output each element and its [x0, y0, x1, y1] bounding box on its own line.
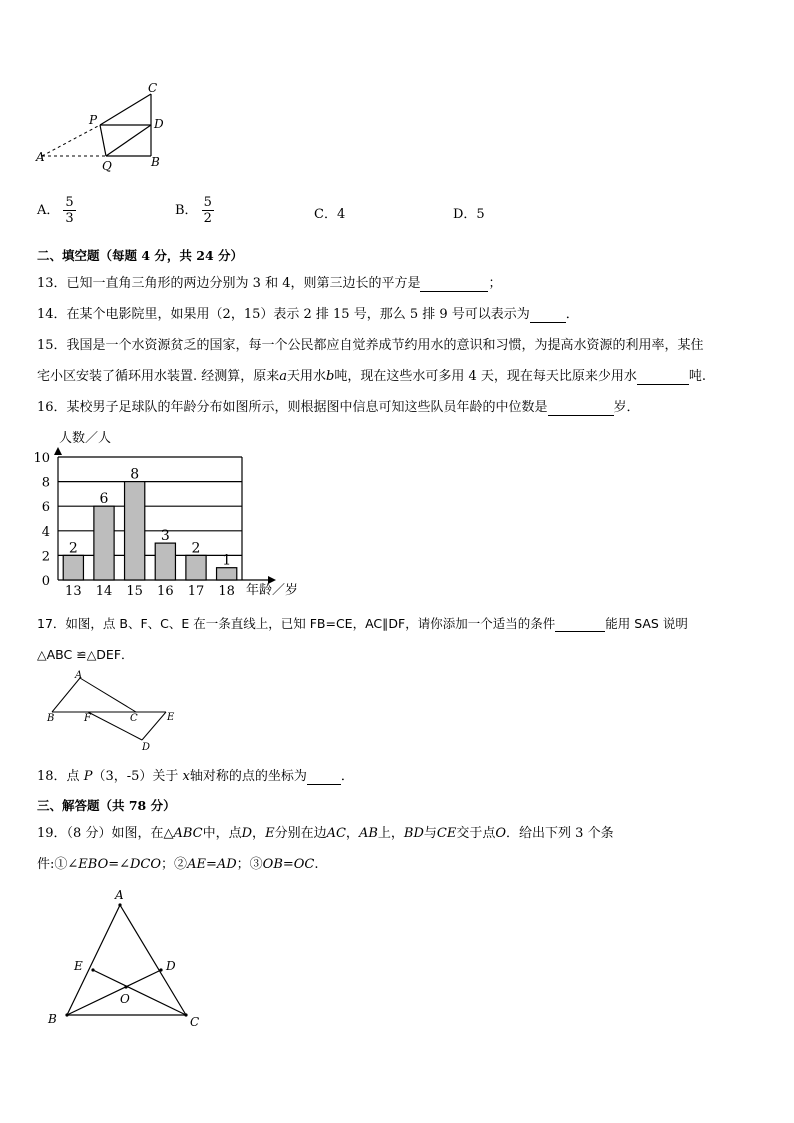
segment-ac	[80, 678, 136, 712]
q14-text: 14．在某个电影院里，如果用（2，15）表示 2 排 15 号，那么 5 排 9 号可以表示为	[37, 307, 530, 322]
q15-answer-blank[interactable]	[637, 369, 689, 385]
q19-comma2: ，	[345, 826, 359, 841]
label-d: D	[166, 959, 176, 973]
point-d	[159, 968, 162, 971]
segment-pq	[100, 125, 106, 156]
segment-pc	[100, 94, 151, 125]
q18-mid: 轴对称的点的坐标为	[189, 769, 307, 784]
q14-after: ．	[565, 307, 579, 322]
figure-q17	[40, 668, 190, 756]
point-b	[65, 1013, 68, 1016]
label-p: P	[89, 113, 98, 127]
label-q: Q	[102, 159, 112, 173]
q15-var-b: b	[326, 369, 335, 384]
y-axis-arrow	[54, 447, 62, 455]
y-tick-label: 0	[41, 574, 50, 589]
figure-q19	[40, 885, 215, 1035]
label-b: B	[47, 713, 55, 724]
q19-end: .	[314, 857, 319, 872]
q19-abc: ABC	[173, 826, 203, 841]
q19-bd: BD	[403, 826, 424, 841]
section-3-heading: 三、解答题（共 78 分）	[37, 798, 176, 813]
q19-ab: AB	[358, 826, 378, 841]
point-o	[124, 985, 127, 988]
x-tick-label: 18	[218, 584, 235, 599]
segment-ab	[52, 678, 80, 712]
q19-ac: AC	[326, 826, 346, 841]
q19-d: D	[241, 826, 253, 841]
option-b-fraction	[202, 195, 214, 226]
question-19-line-1	[37, 822, 614, 841]
q17-after: 能用 SAS 说明	[605, 616, 688, 631]
q15-part-a: 宅小区安装了循环用水装置. 经测算，原来	[37, 369, 280, 384]
point-a	[118, 903, 121, 906]
q19-sep1: ；②	[161, 857, 188, 872]
point-e	[91, 968, 94, 971]
q19-g: ．给出下列 3 个条	[506, 826, 614, 841]
label-c: C	[190, 1015, 200, 1029]
q15-end: 吨.	[688, 369, 707, 384]
option-b	[175, 195, 214, 226]
bar-17	[186, 555, 206, 580]
label-a: A	[115, 888, 124, 902]
label-d: D	[154, 117, 164, 131]
question-13	[37, 272, 502, 292]
option-a-denominator: 3	[65, 211, 74, 226]
option-c: C．4	[314, 207, 346, 222]
q16-text: 16．某校男子足球队的年龄分布如图所示，则根据图中信息可知这些队员年龄的中位数是	[37, 400, 548, 415]
q19-a: 19．（8 分）如图，在△	[37, 826, 174, 841]
label-d: D	[142, 742, 151, 753]
label-c: C	[148, 81, 158, 95]
q19-comma: ，	[252, 826, 266, 841]
y-tick-label: 4	[41, 524, 50, 540]
question-17-line-1	[37, 614, 688, 632]
question-19-line-2	[37, 853, 319, 872]
question-17-line-2: △ABC ≌△DEF．	[37, 647, 134, 662]
bar-18	[217, 568, 237, 580]
label-o: O	[120, 992, 130, 1006]
y-tick-label: 10	[33, 451, 50, 466]
bar-data-label: 3	[160, 528, 170, 545]
segment-bd	[67, 970, 161, 1015]
q19-d2: 上，	[377, 826, 404, 841]
question-16	[37, 396, 640, 416]
label-e: E	[74, 959, 83, 973]
option-b-label: B．	[175, 203, 198, 218]
point-c	[184, 1013, 187, 1016]
q19-e: E	[265, 826, 275, 841]
option-b-numerator: 5	[203, 195, 212, 210]
label-a: A	[36, 150, 45, 164]
q18-pre: 18．点	[37, 769, 80, 784]
label-b: B	[151, 155, 160, 169]
q19-cond3: OB=OC	[262, 857, 315, 872]
chart-xlabel: 年龄／岁	[246, 583, 299, 598]
bar-data-label: 1	[222, 552, 232, 569]
option-a-numerator: 5	[65, 195, 74, 210]
option-d: D．5	[453, 207, 485, 222]
q19-cond2: AE=AD	[187, 857, 237, 872]
question-14	[37, 303, 579, 323]
chart-ylabel: 人数／人	[59, 431, 112, 446]
label-a: A	[75, 670, 83, 681]
q18-answer-blank[interactable]	[307, 769, 341, 785]
q15-var-a: a	[279, 369, 288, 384]
option-a-label: A．	[37, 203, 60, 218]
q14-answer-blank[interactable]	[530, 307, 566, 323]
bar-data-label: 6	[99, 491, 109, 508]
q16-after: 岁．	[613, 400, 640, 415]
q19-b: 中，点	[202, 826, 242, 841]
q19-cond1: ∠EBO=∠DCO	[67, 857, 162, 872]
bar-data-label: 2	[68, 540, 78, 557]
label-e: E	[167, 712, 175, 723]
x-tick-label: 13	[65, 584, 82, 599]
x-tick-label: 17	[187, 584, 205, 599]
section-2-heading: 二、填空题（每题 4 分，共 24 分）	[37, 248, 244, 263]
question-18	[37, 765, 354, 785]
q13-text: 13．已知一直角三角形的两边分别为 3 和 4，则第三边长的平方是	[37, 276, 421, 291]
x-tick-label: 14	[95, 584, 113, 599]
label-f: F	[84, 713, 91, 724]
y-tick-label: 8	[41, 475, 50, 491]
label-c: C	[130, 713, 138, 724]
q15-part-c: 吨，现在这些水可多用 4 天，现在每天比原来少用水	[334, 369, 637, 384]
q13-answer-blank[interactable]	[420, 276, 488, 292]
y-tick-label: 2	[41, 549, 50, 565]
q17-text: 17．如图，点 B、F、C、E 在一条直线上，已知 FB=CE，AC∥DF，请你添加一个适当的条件	[37, 616, 556, 631]
q18-coords: （3，-5）关于	[92, 769, 179, 784]
q15-part-b: 天用水	[287, 369, 327, 384]
q16-answer-blank[interactable]	[548, 400, 614, 416]
q19-ce: CE	[436, 826, 457, 841]
q19-c: 分别在边	[274, 826, 327, 841]
bar-data-label: 2	[191, 540, 201, 557]
label-b: B	[48, 1012, 57, 1026]
bar-15	[125, 482, 145, 580]
option-a	[37, 195, 76, 226]
q13-after: ；	[488, 276, 502, 291]
bar-16	[155, 543, 175, 580]
x-tick-label: 16	[157, 584, 174, 599]
q18-point-p: P	[83, 769, 93, 784]
question-15-line-2	[37, 365, 706, 385]
q18-axis-x: x	[182, 769, 190, 784]
option-b-denominator: 2	[203, 211, 212, 226]
question-15-line-1: 15．我国是一个水资源贫乏的国家，每一个公民都应自觉养成节约用水的意识和习惯，为提高水资源的利用率，某住	[37, 338, 704, 353]
y-tick-label: 6	[41, 500, 50, 516]
q19-sep2: ；③	[236, 857, 263, 872]
segment-ap	[42, 125, 100, 156]
bar-13	[63, 555, 83, 580]
q19-f: 交于点	[456, 826, 496, 841]
q19-l2a: 件:①	[37, 857, 68, 872]
q19-o: O	[495, 826, 507, 841]
bar-14	[94, 506, 114, 580]
age-distribution-chart	[28, 424, 308, 600]
option-a-fraction	[63, 195, 75, 226]
figure-q12	[30, 78, 180, 174]
q18-after: ．	[340, 769, 354, 784]
q19-e2: 与	[423, 826, 437, 841]
x-tick-label: 15	[126, 584, 143, 599]
bar-data-label: 8	[130, 466, 140, 483]
segment-ed	[142, 712, 166, 740]
q17-answer-blank[interactable]	[555, 616, 605, 632]
segment-qd	[106, 125, 151, 156]
